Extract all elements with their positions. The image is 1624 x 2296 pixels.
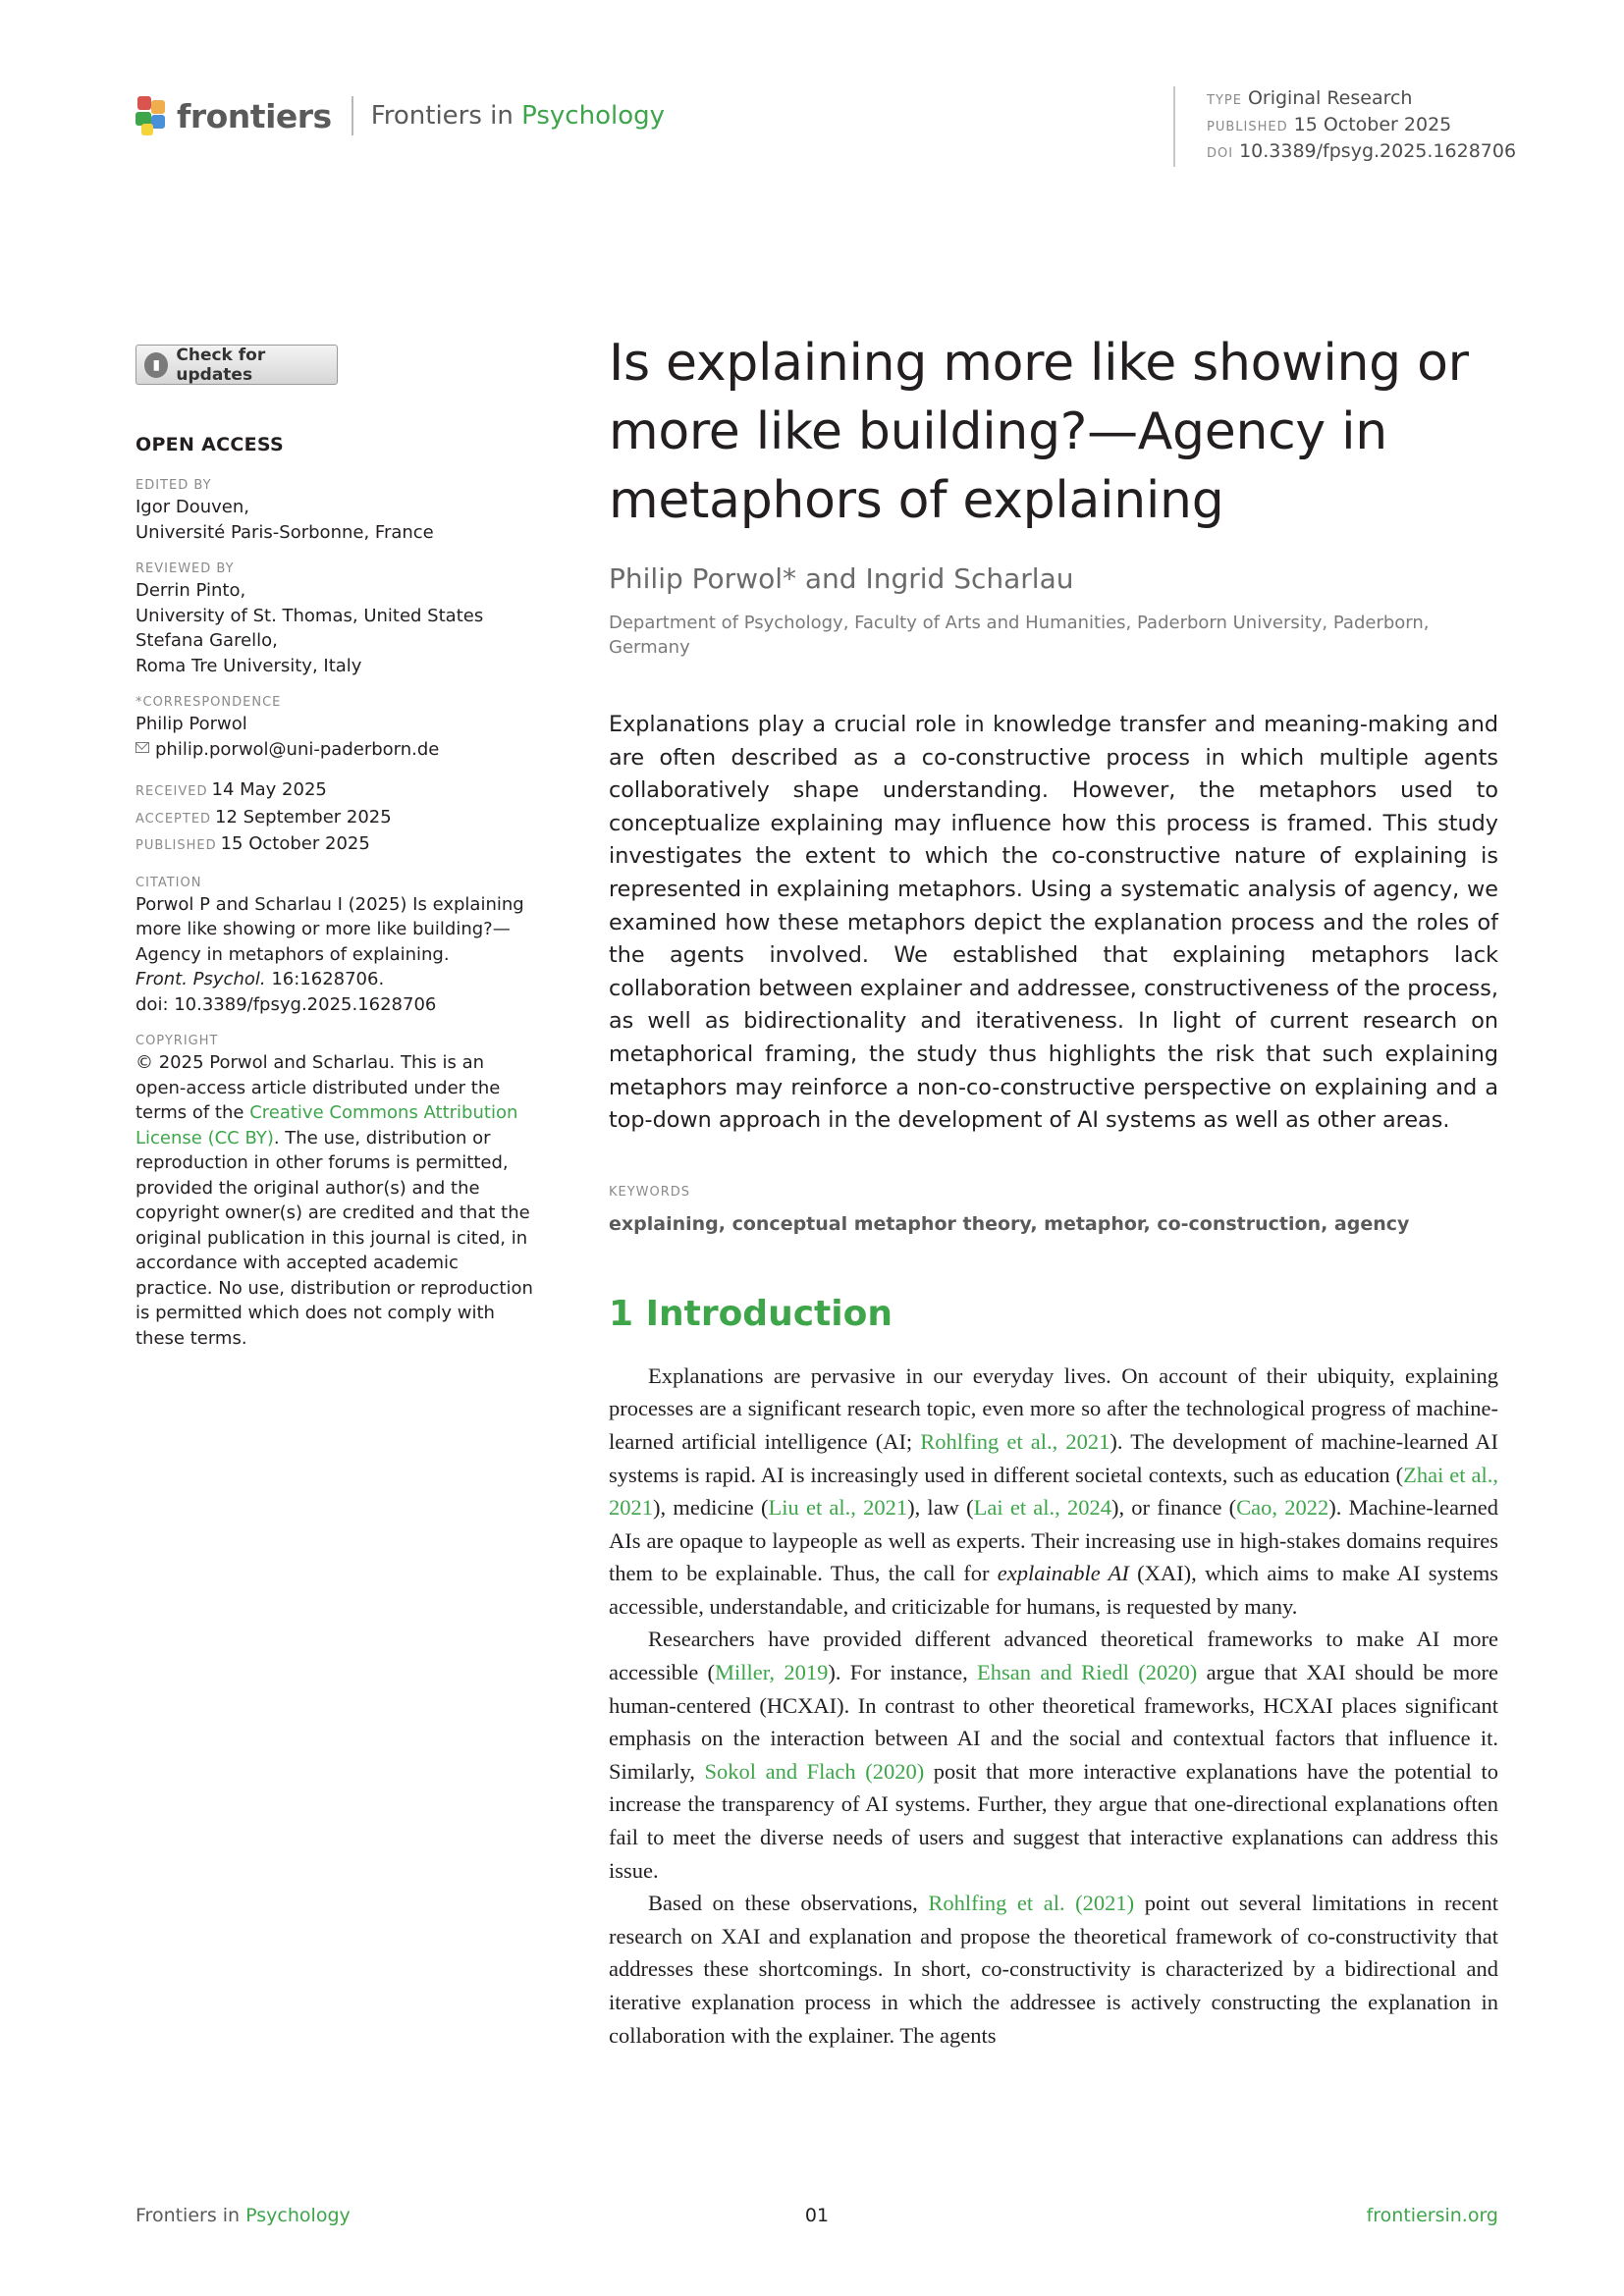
citation-link[interactable]: Rohlfing et al. (2021) [928,1891,1135,1916]
text-run: ). Machine-learned AIs are opaque to laypeople as well as experts. Their increasing use in high-stakes domains requires them to be explainable. Thus, the call for [609,1495,1499,1586]
accepted-value: 12 September 2025 [215,806,392,828]
open-access-label: OPEN ACCESS [135,434,284,455]
text-run: ). The development of machine-learned AI systems is rapid. AI is increasingly used in different societal contexts, such as education ( [609,1428,1498,1487]
author-affiliation: Department of Psychology, Faculty of Arts and Humanities, Paderborn University, Paderborn, Germany [609,613,1430,658]
journal-header-logo [135,96,665,135]
bookmark-icon: ▮ [144,352,168,378]
reviewed-by-block [135,561,538,678]
copyright-text [135,1050,538,1351]
correspondence-email[interactable]: philip.porwol@uni-paderborn.de [155,738,440,760]
copyright-pre: © 2025 Porwol and Scharlau. This is an open-access article distributed under the terms of the [135,1052,501,1123]
journal-name [371,101,665,131]
abstract: Explanations play a crucial role in knowledge transfer and meaning-making and are often described as a co-constructive process in which multiple agents collaboratively shape understanding. However, the metaphors used to conceptualize explaining may influence how this process is framed. This study investigates the extent to which the co-constructive nature of explaining is represented in explaining metaphors. Using a systematic analysis of agency, we examined how these metaphors depict the explanation process and the roles of the agents involved. We established that explaining metaphors lack collaboration between explainer and addressee, constructiveness of the process, as well as bidirectionality and iterativeness. In light of current research on metaphorical framing, the study thus highlights the risk that such explaining metaphors may reinforce a non-co-constructive perspective on explaining and a top-down approach in the development of AI systems as well as other areas. [609,712,1498,1134]
journal-subject: Psychology [521,101,665,131]
brand-name: frontiers [177,96,332,135]
meta-published [1207,113,1516,139]
meta-published-value: 15 October 2025 [1293,114,1452,135]
keywords: explaining, conceptual metaphor theory, metaphor, co-construction, agency [609,1212,1410,1235]
body-text [609,1360,1498,2052]
text-run: (XAI), which aims to make AI systems accessible, understandable, and criticizable for humans, is requested by many. [609,1561,1498,1619]
citation-journal-line [135,967,538,992]
dates-block [135,777,538,859]
article-main [609,329,1498,2052]
correspondence-label: *CORRESPONDENCE [135,695,282,710]
emphasis: explainable AI [997,1561,1129,1586]
citation-line: more like showing or more like building?— [135,919,511,939]
text-run: argue that XAI should be more human-centered (HCXAI). In contrast to other theoretical frameworks, HCXAI places significant emphasis on the interaction between AI and the social and contextual factors that influence it. Similarly, [609,1660,1498,1784]
frontiers-logo-icon [135,96,171,135]
text-run: ). For instance, [828,1660,978,1685]
reviewer-affiliation: University of St. Thomas, United States [135,605,484,626]
edited-by-block [135,477,538,545]
section-heading: 1 Introduction [609,1293,893,1334]
copyright-block [135,1033,538,1351]
received-date [135,777,538,805]
text-run: ), or finance ( [1110,1495,1237,1521]
citation-link[interactable]: Cao, 2022 [1236,1495,1329,1521]
published-date [135,831,538,859]
text-run: posit that more interactive explanations have the potential to increase the transparency of AI systems. Further, they argue that one-directional explanations often fail to meet the diverse needs of users and suggest that interactive explanations can address this issue. [609,1758,1498,1883]
logo-divider [352,96,353,135]
editor-name: Igor Douven, [135,497,250,517]
reviewed-by-label: REVIEWED BY [135,561,235,576]
paragraph [609,1360,1498,1624]
check-for-updates-label: Check for updates [176,345,266,385]
citation-link[interactable]: Miller, 2019 [715,1660,829,1685]
meta-type [1207,86,1516,113]
footer-journal-prefix: Frontiers in [135,2205,241,2226]
received-value: 14 May 2025 [211,779,327,800]
text-run: Researchers have provided different advanced theoretical frameworks to make AI more accessible ( [609,1627,1498,1685]
footer-site-link[interactable]: frontiersin.org [1366,2205,1498,2226]
meta-type-label: TYPE [1207,93,1242,108]
copyright-post: . The use, distribution or reproduction in other forums is permitted, provided the original author(s) and the copyright owner(s) are credited and that the original publication in this journal is cited, in accordance with accepted academic practice. No use, distribution or reproduction is permitted which does not comply with these terms. [135,1127,533,1349]
meta-doi-label: DOI [1207,146,1234,161]
reviewer-name: Stefana Garello, [135,630,278,651]
article-meta [1173,86,1516,167]
citation-label: CITATION [135,875,202,890]
text-run: Based on these observations, [648,1891,929,1916]
footer-journal-subject: Psychology [245,2205,351,2226]
reviewer-affiliation: Roma Tre University, Italy [135,655,362,676]
text-run: Explanations are pervasive in our everyday lives. On account of their ubiquity, explaining processes are a significant research topic, even more so after the technological progress of machine-learned artificial intelligence (AI; [609,1362,1498,1454]
citation-link[interactable]: Rohlfing et al., 2021 [920,1428,1110,1454]
received-label: RECEIVED [135,784,208,799]
citation-doi: doi: 10.3389/fpsyg.2025.1628706 [135,993,437,1015]
text-run: ), law ( [907,1495,974,1521]
text-run: ), medicine ( [653,1495,769,1521]
article-title: Is explaining more like showing or more like building?—Agency in metaphors of explaining [609,334,1469,530]
mail-icon [135,742,149,753]
paragraph [609,1623,1498,1887]
journal-prefix: Frontiers in [370,101,514,131]
published-label: PUBLISHED [135,838,217,853]
paragraph [609,1887,1498,2052]
text-run: point out several limitations in recent research on XAI and explanation and propose the theoretical framework of co-constructivity that addresses these shortcomings. In short, co-constructivity is characterized by a bidirectional and iterative explanation process in which the addressee is actively constructing the explanation in collaboration with the explainer. The agents [609,1891,1499,2048]
citation-link[interactable]: Ehsan and Riedl (2020) [977,1660,1198,1685]
article-authors: Philip Porwol* and Ingrid Scharlau [609,562,1074,595]
article-sidebar [135,434,538,1366]
citation-volume: 16:1628706. [265,969,385,989]
accepted-label: ACCEPTED [135,811,212,827]
citation-link[interactable]: Lai et al., 2024 [973,1495,1111,1521]
published-value: 15 October 2025 [220,833,370,854]
citation-block [135,875,538,1018]
meta-type-value: Original Research [1247,87,1413,109]
correspondence-block [135,694,538,762]
copyright-label: COPYRIGHT [135,1034,219,1048]
keywords-label: KEYWORDS [609,1184,691,1200]
accepted-date [135,805,538,832]
citation-link[interactable]: Zhai et al., 2021 [609,1462,1498,1521]
citation-journal: Front. Psychol. [135,969,266,989]
meta-published-label: PUBLISHED [1207,120,1288,134]
edited-by-label: EDITED BY [135,478,212,493]
meta-doi-value[interactable]: 10.3389/fpsyg.2025.1628706 [1239,140,1517,162]
correspondence-name: Philip Porwol [135,714,247,734]
correspondence-email-row [135,737,538,763]
editor-affiliation: Université Paris-Sorbonne, France [135,521,434,543]
page-number: 01 [804,2205,830,2226]
citation-line: Agency in metaphors of explaining. [135,943,450,965]
check-for-updates-button[interactable] [135,345,338,385]
citation-line: Porwol P and Scharlau I (2025) Is explaining [135,893,524,915]
reviewer-name: Derrin Pinto, [135,580,246,601]
citation-link[interactable]: Sokol and Flach (2020) [704,1758,925,1784]
citation-link[interactable]: Liu et al., 2021 [768,1495,908,1521]
meta-doi [1207,139,1516,166]
cc-by-license-link[interactable]: Creative Commons Attribution License (CC BY) [135,1102,518,1148]
